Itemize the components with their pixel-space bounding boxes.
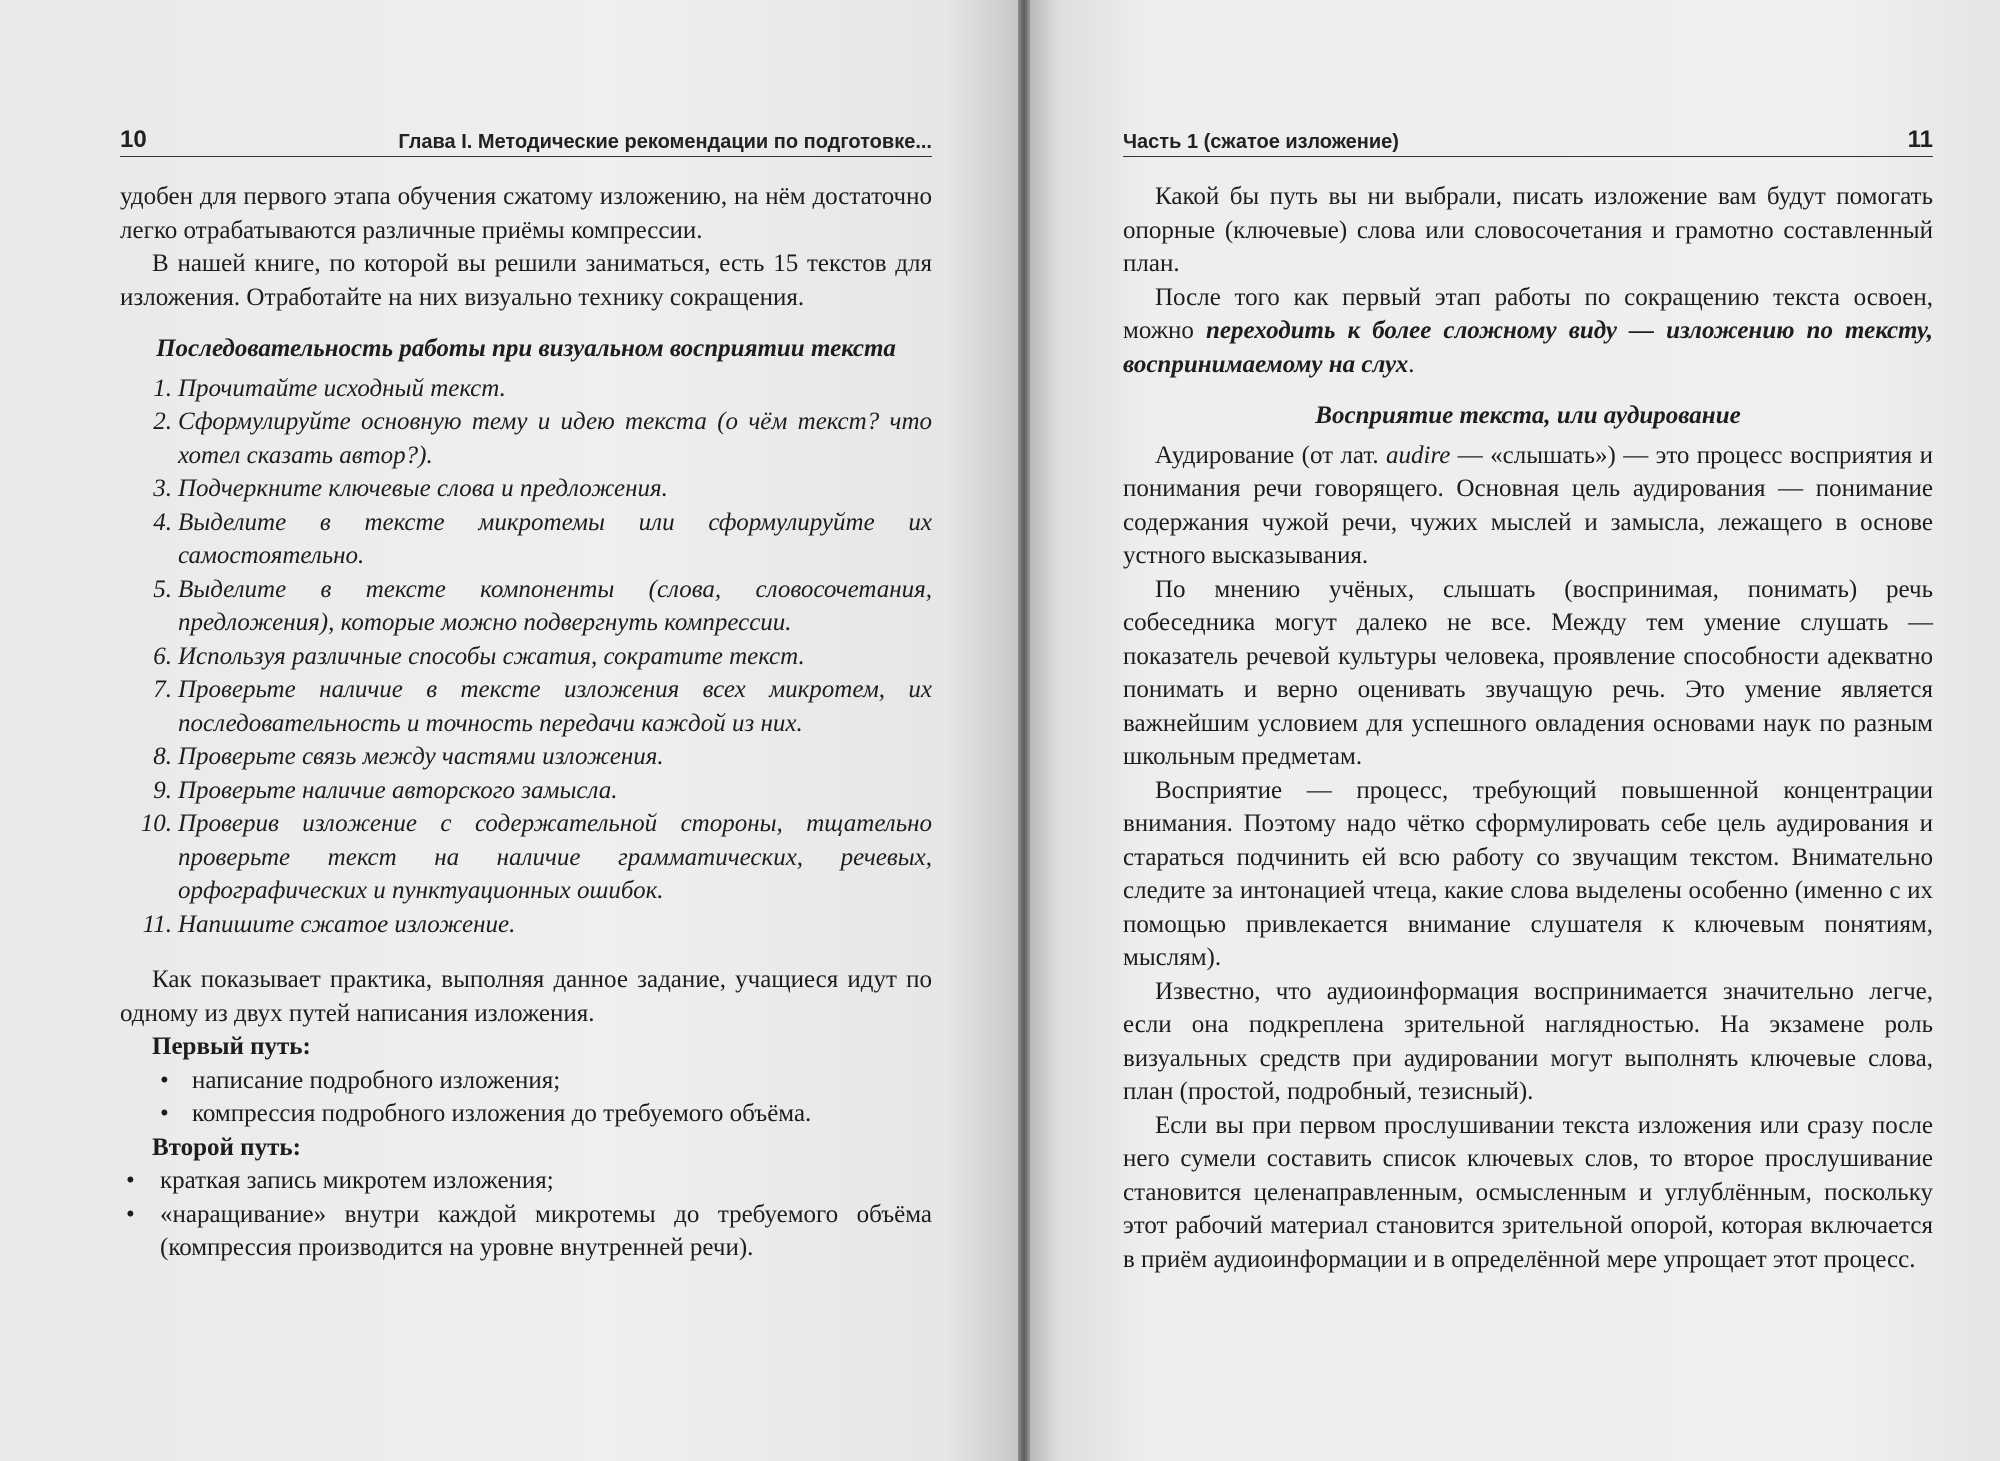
step-item (120, 372, 932, 406)
step-text: Проверьте наличие в тексте изложения всех микротем, их последовательность и точность передачи каждой из них. (178, 676, 932, 737)
paragraph-5: Восприятие — процесс, требующий повышенной концентрации внимания. Поэтому надо чётко сформулировать себе цель аудирования и стараться подчинить ей всю работу со звучащим текстом. Внимательно следите за интонацией чтеца, какие слова выделены особенно (именно с их помощью привлекается внимание слушателя к ключевым понятиям, мыслям). (1123, 776, 1933, 971)
step-number: 1. (153, 374, 172, 402)
step-number: 6. (153, 642, 172, 670)
second-path-label: Второй путь: (152, 1133, 301, 1161)
step-number: 8. (153, 743, 172, 770)
list-item (120, 1097, 932, 1131)
paragraph-4: По мнению учёных, слышать (воспринимая, понимать) речь собеседника могут далеко не все. Между тем умение слушать — показатель речевой культуры человека, проявление способности адекватно понимать и верно оценивать звучащую речь. Это умение является важнейшим условием для успешного овладения основами наук по разным школьным предметам. (1123, 575, 1933, 770)
step-item (120, 405, 932, 472)
list-item-text: компрессия подробного изложения до требуемого объёма. (192, 1100, 812, 1127)
first-path-label: Первый путь: (152, 1033, 311, 1060)
second-path-list (120, 1164, 932, 1265)
step-item (120, 774, 932, 808)
paragraph-3-start: Аудирование (от лат. (1155, 441, 1387, 469)
step-item (120, 740, 932, 774)
step-number: 9. (153, 776, 172, 804)
step-text: Выделите в тексте компоненты (слова, словосочетания, предложения), которые можно подвергнуть компрессии. (178, 575, 932, 636)
step-text: Проверьте связь между частями изложения. (178, 743, 664, 770)
paragraph-2-end: . (1408, 350, 1415, 378)
book-gutter (1018, 0, 1030, 1461)
list-item (120, 1064, 932, 1098)
paragraph-2 (1123, 281, 1933, 382)
list-item-text: краткая запись микротем изложения; (160, 1167, 554, 1194)
section-heading: Восприятие текста, или аудирование (1315, 402, 1741, 429)
step-number: 3. (153, 475, 172, 502)
paragraph-2-emphasis: переходить к более сложному виду — изложению по тексту, воспринимаемому на слух (1123, 317, 1933, 378)
step-text: Напишите сжатое изложение. (178, 910, 516, 938)
list-item-text: написание подробного изложения; (192, 1066, 561, 1094)
paragraph-7: Если вы при первом прослушивании текста изложения или сразу после него сумели составить список ключевых слов, то второе прослушивание становится целенаправленным, осмысленным и углублённым, поскольку этот рабочий материал становится зрительной опорой, которая включается в приём аудиоинформации и в определённой мере упрощает этот процесс. (1123, 1111, 1933, 1273)
step-number: 4. (153, 508, 172, 536)
left-running-head (120, 124, 932, 157)
list-item-text: «наращивание» внутри каждой микротемы до требуемого объёма (компрессия производится на уровне внутренней речи). (160, 1200, 932, 1261)
bullet-icon: • (126, 1167, 135, 1194)
step-number: 2. (153, 408, 172, 435)
step-item (120, 472, 932, 506)
left-page-body (120, 180, 932, 1265)
left-page-number: 10 (120, 126, 147, 153)
right-page-number: 11 (1907, 126, 1933, 153)
step-text: Проверив изложение с содержательной стороны, тщательно проверьте текст на наличие грамматических, речевых, орфографических и пунктуационных ошибок. (178, 810, 932, 904)
steps-list (120, 372, 932, 942)
book-paragraph: В нашей книге, по которой вы решили заниматься, есть 15 текстов для изложения. Отработайте на них визуально технику сокращения. (120, 250, 932, 311)
paragraph-3 (1123, 439, 1933, 573)
step-item (120, 908, 932, 942)
paragraph-2-start: После того как первый этап работы по сокращению текста освоен, можно (1123, 283, 1933, 344)
step-item (120, 807, 932, 908)
left-chapter-title: Глава I. Методические рекомендации по подготовке... (398, 131, 932, 153)
step-number: 5. (153, 575, 172, 603)
intro-paragraph: удобен для первого этапа обучения сжатому изложению, на нём достаточно легко отрабатываются различные приёмы компрессии. (120, 183, 932, 244)
bullet-icon: • (160, 1066, 169, 1094)
step-text: Подчеркните ключевые слова и предложения. (178, 475, 668, 502)
paragraph-3-end: — «слышать») — это процесс восприятия и понимания речи говорящего. Основная цель аудирования — понимание содержания чужой речи, чужих мыслей и замысла, лежащего в основе устного высказывания. (1123, 441, 1933, 569)
right-page-body (1123, 180, 1933, 1276)
step-item (120, 673, 932, 740)
step-number: 10. (140, 810, 172, 837)
step-number: 11. (142, 910, 172, 938)
step-text: Прочитайте исходный текст. (178, 374, 506, 402)
step-item (120, 573, 932, 640)
bullet-icon: • (160, 1100, 169, 1127)
latin-term: audire (1386, 441, 1451, 469)
first-path-list (120, 1064, 932, 1131)
steps-heading: Последовательность работы при визуальном восприятии текста (156, 335, 896, 362)
step-text: Сформулируйте основную тему и идею текста (о чём текст? что хотел сказать автор?). (178, 408, 932, 469)
list-item (120, 1198, 932, 1265)
list-item (120, 1164, 932, 1198)
step-item (120, 506, 932, 573)
step-item (120, 640, 932, 674)
step-number: 7. (153, 676, 172, 703)
practice-paragraph: Как показывает практика, выполняя данное задание, учащиеся идут по одному из двух путей написания изложения. (120, 966, 932, 1027)
bullet-icon: • (126, 1200, 135, 1228)
step-text: Выделите в тексте микротемы или сформулируйте их самостоятельно. (178, 508, 932, 569)
step-text: Проверьте наличие авторского замысла. (178, 776, 618, 804)
step-text: Используя различные способы сжатия, сократите текст. (178, 642, 805, 670)
right-running-head (1123, 124, 1933, 157)
paragraph-1: Какой бы путь вы ни выбрали, писать изложение вам будут помогать опорные (ключевые) слова или словосочетания и грамотно составленный план. (1123, 183, 1933, 277)
right-part-title: Часть 1 (сжатое изложение) (1123, 131, 1399, 153)
paragraph-6: Известно, что аудиоинформация воспринимается значительно легче, если она подкреплена зрительной наглядностью. На экзамене роль визуальных средств при аудировании могут выполнять ключевые слова, план (простой, подробный, тезисный). (1123, 977, 1933, 1105)
